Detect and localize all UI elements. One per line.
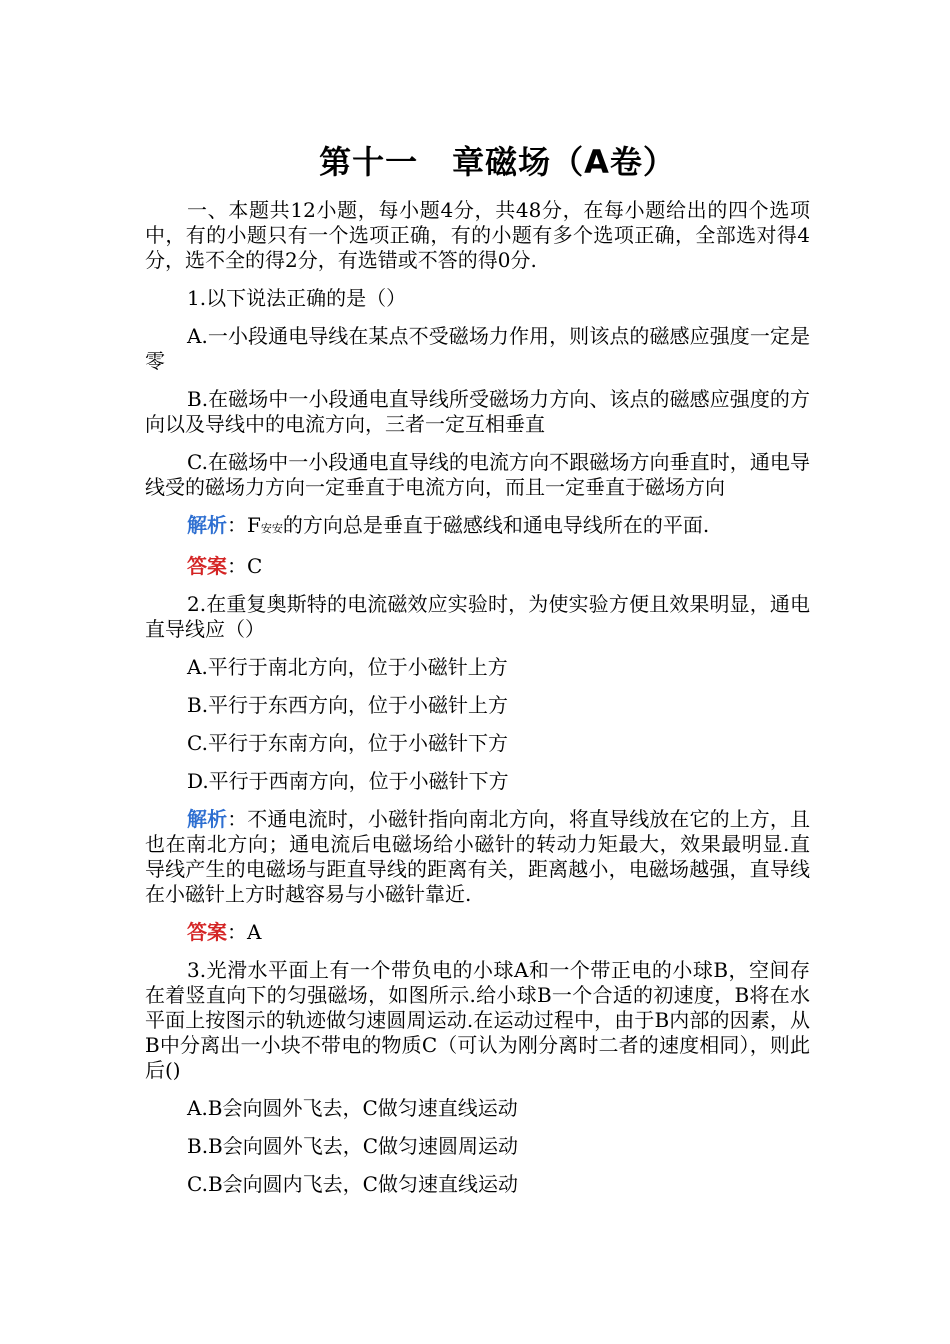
question-1-stem: 1.以下说法正确的是（） [187,286,407,310]
answer-label: 答案 [187,920,227,944]
question-1-answer [145,554,810,579]
question-1-analysis [145,513,810,541]
analysis-subscript: 安安 [260,522,283,535]
analysis-text: 的方向总是垂直于磁感线和通电导线所在的平面. [282,513,710,537]
analysis-text: ：不通电流时，小磁针指向南北方向，将直导线放在它的上方，且也在南北方向；通电流后电磁场给小磁针的转动力矩最大，效果最明显.直导线产生的电磁场与距直导线的距离有关，距离越小，电磁场越强，直导线在小磁针上方时越容易与小磁针靠近. [145,807,811,906]
answer-label: 答案 [187,554,227,578]
question-2-option-d: D.平行于西南方向，位于小磁针下方 [187,769,509,793]
question-3-stem: 3.光滑水平面上有一个带负电的小球A和一个带正电的小球B，空间存在着竖直向下的匀强磁场，如图所示.给小球B一个合适的初速度，B将在水平面上按图示的轨迹做匀速圆周运动.在运动过程中，由于B内部的因素，从B中分离出一小块不带电的物质C（可认为刚分离时二者的速度相同），则此后() [145,958,810,1082]
question-1-option-b: B.在磁场中一小段通电直导线所受磁场力方向、该点的磁感应强度的方向以及导线中的电流方向，三者一定互相垂直 [145,387,810,436]
question-3-option-a: A.B会向圆外飞去，C做匀速直线运动 [187,1096,518,1120]
document-page [145,140,810,1210]
question-2-answer [145,920,810,945]
analysis-label: 解析 [187,513,227,537]
title-part-1: 第十一 [319,143,419,181]
analysis-prefix: ：F [227,513,261,537]
title-part-2: 章磁场（A卷） [452,143,676,181]
section-instructions: 一、本题共12小题，每小题4分，共48分，在每小题给出的四个选项中，有的小题只有一个选项正确，有的小题有多个选项正确，全部选对得4分，选不全的得2分，有选错或不答的得0分. [145,198,810,272]
question-2-option-a: A.平行于南北方向，位于小磁针上方 [187,655,508,679]
question-2-option-b: B.平行于东西方向，位于小磁针上方 [187,693,509,717]
question-2-stem: 2.在重复奥斯特的电流磁效应实验时，为使实验方便且效果明显，通电直导线应（） [145,592,810,641]
analysis-label: 解析 [187,807,228,831]
question-2-option-c: C.平行于东南方向，位于小磁针下方 [187,731,508,755]
answer-value: ：C [227,554,263,578]
question-3-option-b: B.B会向圆外飞去，C做匀速圆周运动 [187,1134,519,1158]
page-title [145,140,810,184]
question-1-option-a: A.一小段通电导线在某点不受磁场力作用，则该点的磁感应强度一定是零 [145,324,810,373]
question-2-analysis [145,807,810,907]
question-1-option-c: C.在磁场中一小段通电直导线的电流方向不跟磁场方向垂直时，通电导线受的磁场力方向一定垂直于电流方向，而且一定垂直于磁场方向 [145,450,810,499]
answer-value: ：A [227,920,262,944]
question-3-option-c: C.B会向圆内飞去，C做匀速直线运动 [187,1172,518,1196]
